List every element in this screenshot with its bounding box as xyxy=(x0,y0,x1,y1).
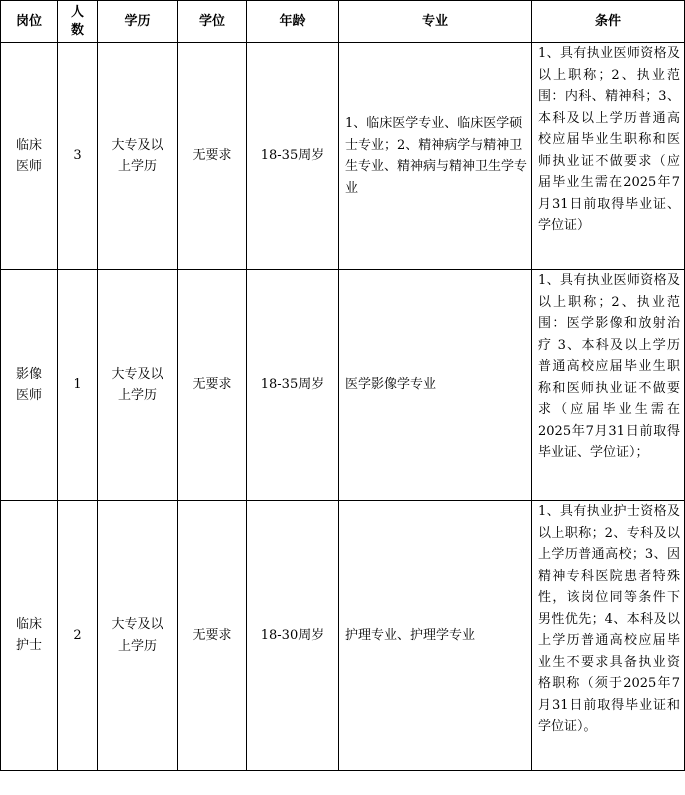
cell-major: 1、临床医学专业、临床医学硕士专业；2、精神病学与精神卫生专业、精神病与精神卫生学专业 xyxy=(339,43,532,270)
table-row xyxy=(1,270,685,501)
header-count xyxy=(58,1,98,43)
education-label: 大专及以上学历 xyxy=(111,617,164,654)
position-label: 影像医师 xyxy=(15,366,42,403)
cell-count: 1 xyxy=(58,270,98,501)
cell-position xyxy=(1,43,58,270)
table-row xyxy=(1,501,685,771)
cell-degree: 无要求 xyxy=(178,43,247,270)
education-label: 大专及以上学历 xyxy=(111,137,164,174)
cell-position xyxy=(1,501,58,771)
header-conditions: 条件 xyxy=(532,1,685,43)
cell-education xyxy=(98,501,178,771)
cell-conditions: 1、具有执业医师资格及以上职称；2、执业范围：医学影像和放射治疗 3、本科及以上学历普通高校应届毕业生职称和医师执业证不做要求（应届毕业生需在2025年7月31日前取得毕业证、学位证）； xyxy=(532,270,685,501)
cell-position xyxy=(1,270,58,501)
cell-age: 18-35周岁 xyxy=(247,270,339,501)
position-label: 临床护士 xyxy=(15,617,42,654)
cell-count: 2 xyxy=(58,501,98,771)
header-degree: 学位 xyxy=(178,1,247,43)
cell-major: 医学影像学专业 xyxy=(339,270,532,501)
cell-conditions: 1、具有执业护士资格及以上职称；2、专科及以上学历普通高校；3、因精神专科医院患者特殊性，该岗位同等条件下男性优先；4、本科及以上学历普通高校应届毕业生不要求具备执业资格职称（须于2025年7月31日前取得毕业证和学位证）。 xyxy=(532,501,685,771)
cell-count: 3 xyxy=(58,43,98,270)
cell-degree: 无要求 xyxy=(178,270,247,501)
cell-major: 护理专业、护理学专业 xyxy=(339,501,532,771)
header-major: 专业 xyxy=(339,1,532,43)
cell-age: 18-35周岁 xyxy=(247,43,339,270)
header-count-label: 人数 xyxy=(70,4,84,38)
cell-degree: 无要求 xyxy=(178,501,247,771)
cell-conditions: 1、具有执业医师资格及以上职称；2、执业范围：内科、精神科；3、本科及以上学历普通高校应届毕业生职称和医师执业证不做要求（应届毕业生需在2025年7月31日前取得毕业证、学位证） xyxy=(532,43,685,270)
table-row xyxy=(1,43,685,270)
header-education: 学历 xyxy=(98,1,178,43)
education-label: 大专及以上学历 xyxy=(111,366,164,403)
cell-age: 18-30周岁 xyxy=(247,501,339,771)
header-position: 岗位 xyxy=(1,1,58,43)
header-age: 年龄 xyxy=(247,1,339,43)
cell-education xyxy=(98,43,178,270)
position-label: 临床医师 xyxy=(15,137,42,174)
cell-education xyxy=(98,270,178,501)
table-header-row xyxy=(1,1,685,43)
